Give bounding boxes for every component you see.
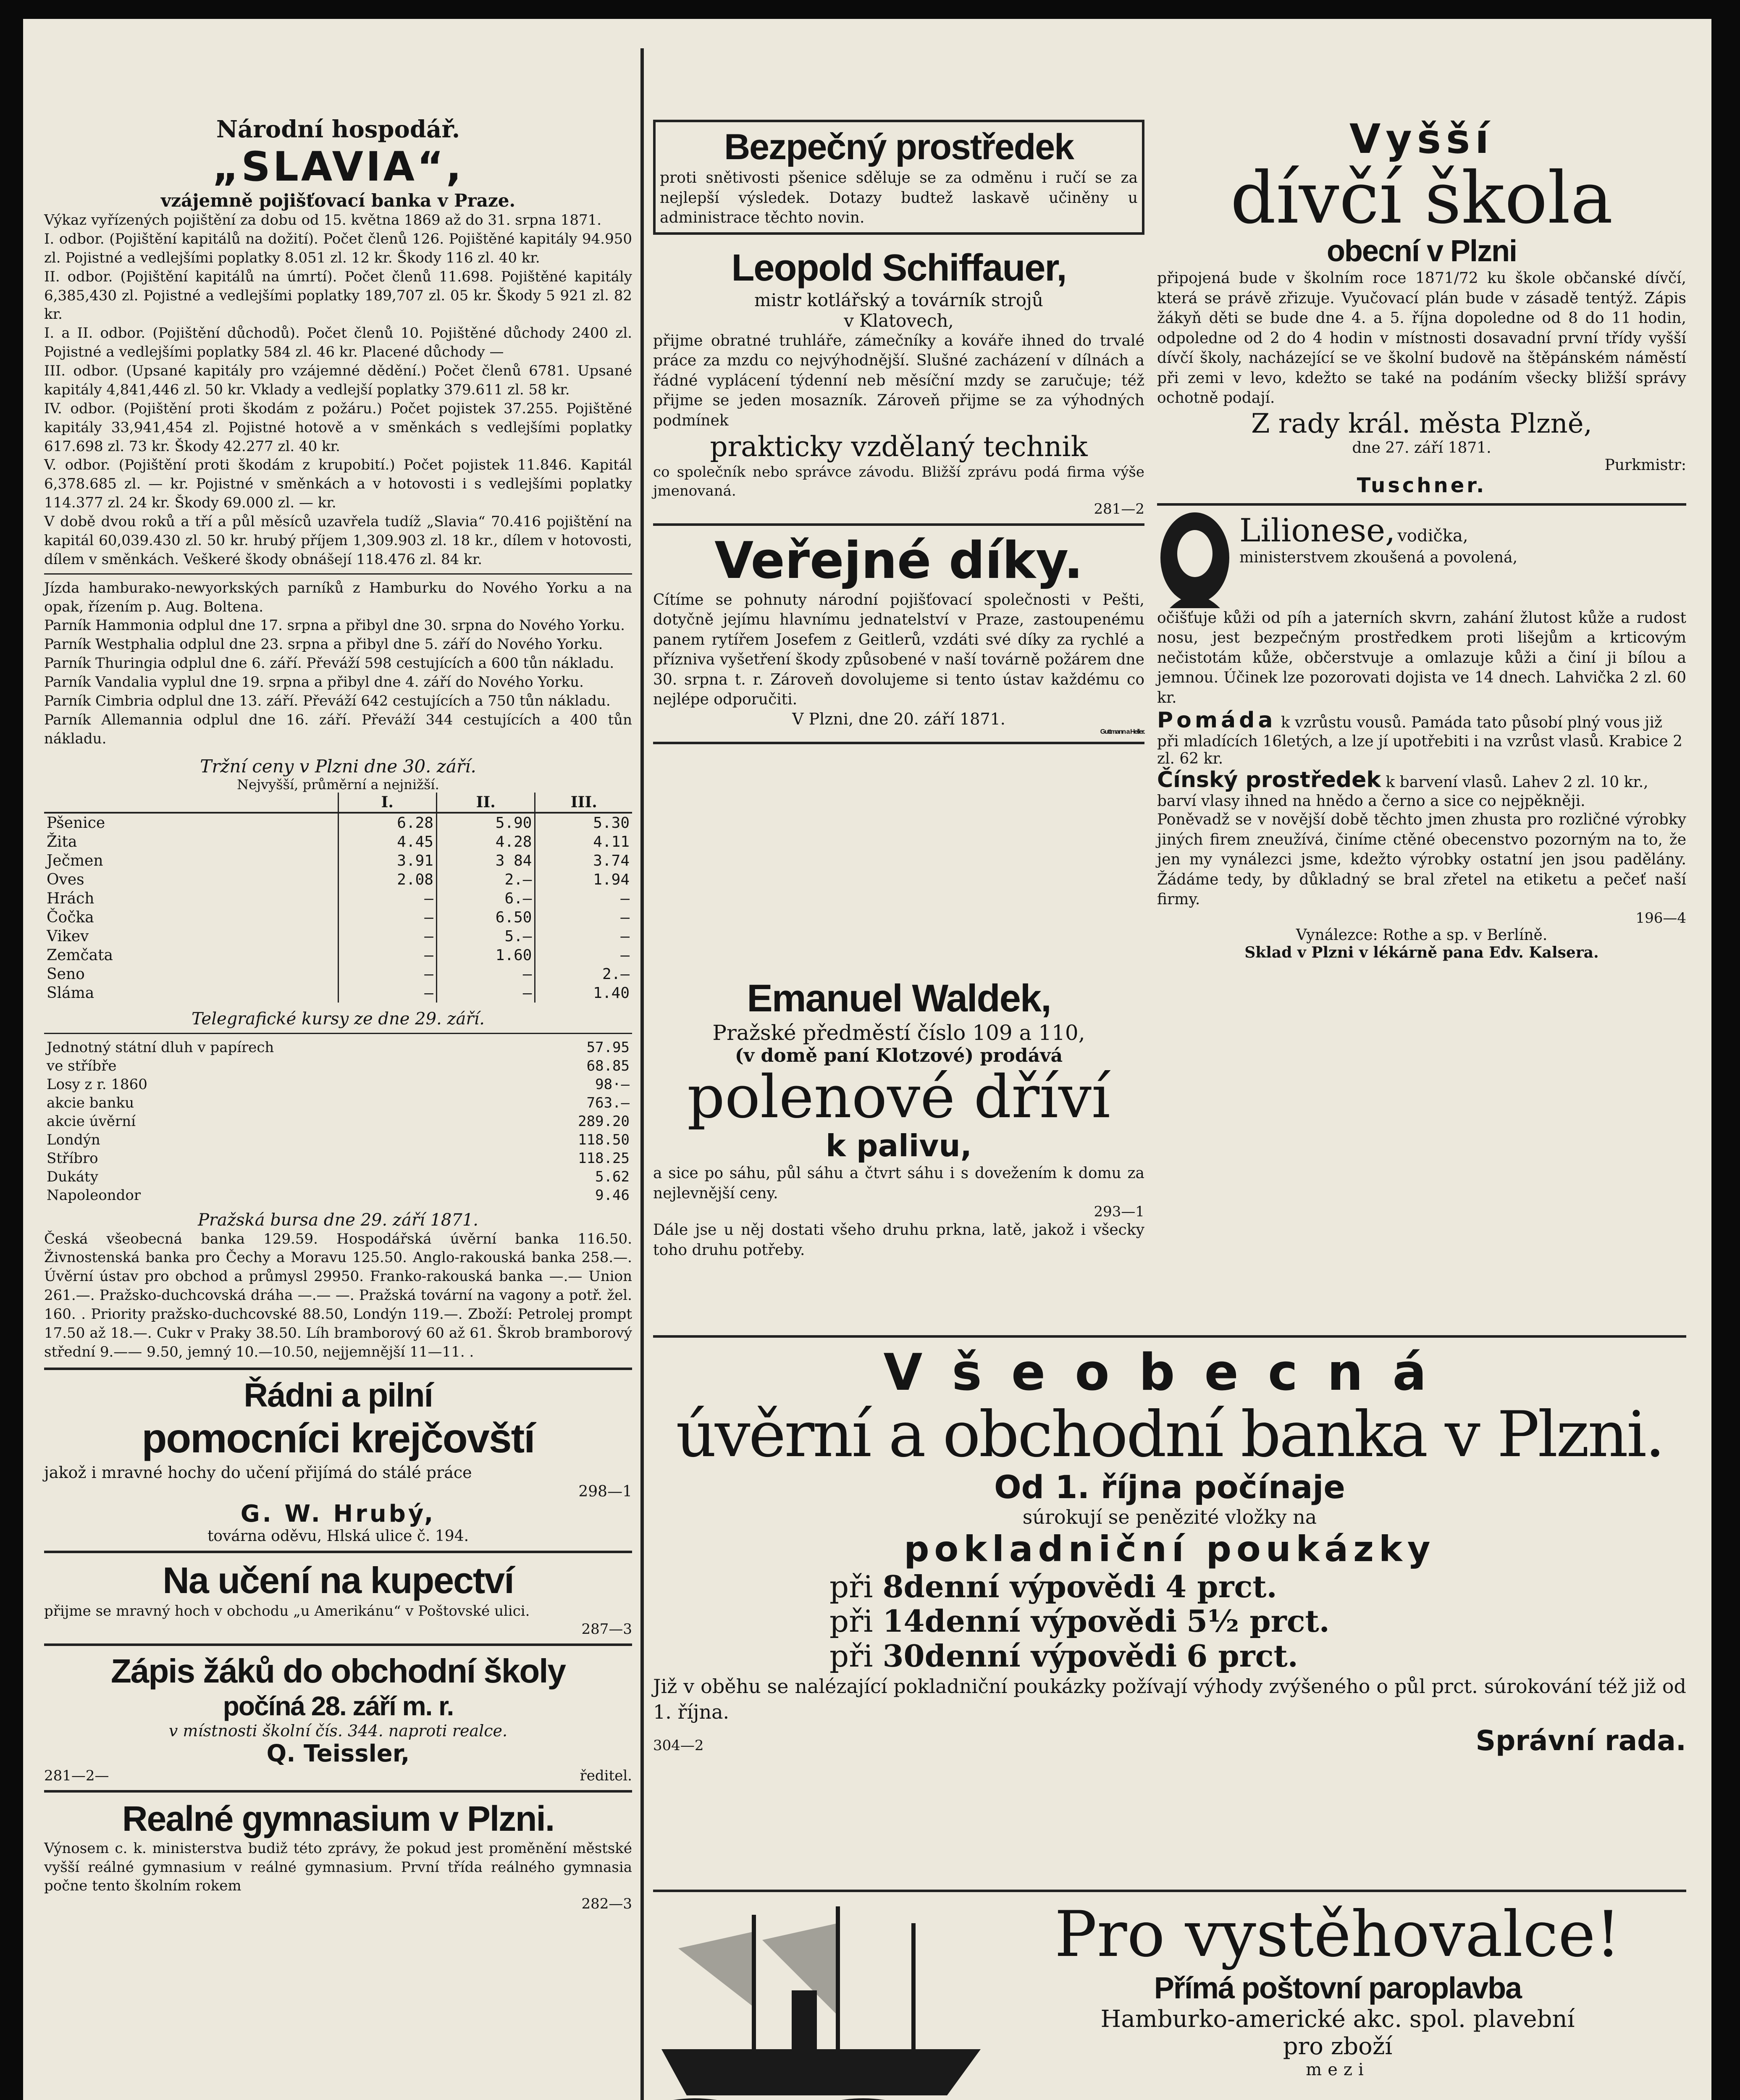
divider [1157, 503, 1686, 506]
price-value: — [436, 965, 535, 984]
lil-text-2: Poněvadž se v novější době těchto jmen zhusta pro rozličné výrobky jiných firem zneužívá, činíme ctěné obecenstvo pozorným na to, že jen my vynálezci jsme, kdežto výrobky ostatní jen jsou padělány. Žádáme tedy, by důkladný se bral zřetel na etiketu a pečeť naší firmy. [1157, 811, 1686, 908]
krejci-name: G. W. Hrubý, [240, 1500, 436, 1528]
zapis-text: v místnosti školní čís. 344. naproti realce. [168, 1721, 508, 1740]
price-item: Seno [47, 965, 85, 983]
krejci-title-2: pomocníci krejčovští [142, 1415, 535, 1461]
vyst-line: Hamburko-americké akc. spol. plavební [1100, 2006, 1575, 2033]
lil-title: Lilionese, [1239, 511, 1396, 549]
rate-row [829, 1604, 1686, 1639]
cinsky [1157, 767, 1686, 810]
kursy-title: Telegrafické kursy ze dne 29. září. [191, 1009, 485, 1029]
kurs-value: 118.50 [578, 1131, 630, 1148]
left-column [44, 19, 632, 2100]
leopold-line-2: v Klatovech, [844, 310, 954, 331]
price-value: 6.— [436, 889, 535, 908]
lil-sklad: Sklad v Plzni v lékárně pana Edv. Kalsera. [1244, 943, 1599, 961]
price-value: 6.50 [436, 908, 535, 927]
zapis-number: 281—2— [44, 1767, 109, 1784]
price-item: Pšenice [47, 814, 105, 832]
price-item: Sláma [47, 984, 94, 1002]
ship-item: Parník Allemannia odplul dne 16. září. Převáží 344 cestujících a 400 tůn nákladu. [44, 711, 632, 747]
vyvys-rada: Z rady král. města Plzně, [1251, 408, 1593, 439]
rate-value: 5½ prct. [1186, 1603, 1330, 1639]
kurs-item: Jednotný státní dluh v papírech [47, 1039, 274, 1056]
slavia-para: IV. odbor. (Pojištění proti škodám z požáru.) Počet pojistek 37.255. Pojištěné kapitály 33,941,454 zl. Pojistné hotově a v směnkách s vedlejšími poplatky 617.698 zl. 73 kr. Škody 42.277 zl. 40 kr. [44, 400, 632, 455]
price-value: 4.28 [436, 832, 535, 851]
vyst-head [653, 1898, 1686, 2100]
waldek-ad [653, 976, 1144, 1312]
kurs-value: 5.62 [595, 1168, 630, 1185]
krejci-title: Řádni a pilní [244, 1376, 433, 1414]
price-item: Zemčata [47, 946, 113, 964]
right-column [1157, 19, 1686, 961]
price-value: 3 84 [436, 851, 535, 870]
table-row [44, 984, 632, 1003]
vyvys-subtitle: obecní v Plzni [1326, 234, 1517, 268]
kurs-item: akcie banku [47, 1094, 134, 1111]
price-value: 2.— [436, 870, 535, 889]
waldek-title: polenové dříví [687, 1063, 1110, 1131]
table-row [44, 908, 632, 927]
price-value: 3.74 [535, 851, 632, 870]
price-value: — [338, 908, 436, 927]
table-row [44, 851, 632, 870]
bank-title-3: pokladniční poukázky [904, 1528, 1436, 1570]
bank-signature: Správní rada. [1475, 1725, 1686, 1757]
slavia-para: Výkaz vyřízených pojištění za dobu od 15. května 1869 až do 31. srpna 1871. [44, 212, 602, 228]
bank-title-2: úvěrní a obchodní banka v Plzni. [676, 1398, 1664, 1471]
price-value: 6.28 [338, 813, 436, 832]
prices-header-row [44, 793, 632, 813]
krejci-number: 298—1 [578, 1483, 632, 1500]
section-heading: Národní hospodář. [216, 116, 460, 143]
bank-text-2: Již v oběhu se nalézající pokladniční poukázky požívají výhody zvýšeného o půl prct. súrokování též již od 1. října. [653, 1675, 1686, 1723]
lil-text: očišťuje kůži od píh a jaterních skvrn, zahání žlutost kůže a rudost nosu, jest bezpečným prostředkem proti lišejům a krticovým nečistotám kůže, občerstvuje a omlazuje kůži a činí ji bílou a jemnou. Účinek lze pozorovati dojista ve 14 dnech. Lahvička 2 zl. 60 kr. [1157, 609, 1686, 706]
table-row [44, 889, 632, 908]
zapis-title: Zápis žáků do obchodní školy [111, 1652, 565, 1690]
kurs-item: Napoleondor [47, 1186, 141, 1204]
divider [44, 1790, 632, 1793]
kurs-item: Losy z r. 1860 [47, 1076, 147, 1093]
price-value: 1.40 [535, 984, 632, 1003]
kupecke-text: přijme se mravný hoch v obchodu „u Amerikánu“ v Poštovské ulici. [44, 1602, 530, 1620]
lil-sup: vodička, [1397, 526, 1468, 546]
divider [44, 1643, 632, 1646]
lil-subtitle: ministerstvem zkoušená a povolená, [1239, 549, 1518, 566]
kurs-item: Stříbro [47, 1150, 98, 1167]
price-value: 4.11 [535, 832, 632, 851]
kurs-item: Londýn [47, 1131, 100, 1148]
rate-term: 8denní výpovědi [882, 1568, 1156, 1604]
leopold-title: prakticky vzdělaný technik [710, 430, 1088, 463]
ship-news [44, 579, 632, 748]
kurs-value: 68.85 [586, 1057, 630, 1074]
slavia-title: „SLAVIA“, [212, 143, 464, 190]
price-value: — [535, 946, 632, 965]
table-row [44, 946, 632, 965]
kurs-item: Dukáty [47, 1168, 98, 1185]
table-row [44, 832, 632, 851]
divider [44, 1368, 632, 1370]
table-row [44, 1038, 632, 1057]
ship-intro: Jízda hamburako-newyorkských parníků z Hamburku do Nového Yorku a na opak, řízením p. Aug. Boltena. [44, 579, 632, 615]
bezp-title: Bezpečný prostředek [724, 127, 1073, 167]
vyvys-role: Purkmistr: [1604, 456, 1686, 474]
slavia-report [44, 211, 632, 569]
bank-footer [653, 1725, 1686, 1757]
prices-title: Tržní ceny v Plzni dne 30. září. [200, 756, 476, 777]
divider [653, 1890, 1686, 1892]
zapis-role: ředitel. [580, 1767, 632, 1784]
steamship-icon [653, 1898, 989, 2100]
lil-heading [1239, 512, 1517, 608]
table-row [44, 870, 632, 889]
rate-row [829, 1639, 1686, 1674]
zapis-title-2: počíná 28. září m. r. [223, 1690, 454, 1721]
waldek-text-2: Dále jse u něj dostati všeho druhu prkna, latě, jakož i všecky toho druhu potřeby. [653, 1221, 1144, 1259]
divider [653, 523, 1144, 526]
vyvys-date: dne 27. září 1871. [1352, 439, 1491, 457]
zapis-footer [44, 1767, 632, 1784]
price-value: 3.91 [338, 851, 436, 870]
gymn-title: Realné gymnasium v Plzni. [122, 1798, 554, 1838]
bank-number: 304—2 [653, 1737, 704, 1754]
price-value: 5.30 [535, 813, 632, 832]
kurs-value: 289.20 [578, 1113, 630, 1130]
bank-subtitle: Od 1. října počínaje [994, 1468, 1345, 1506]
divider [653, 1335, 1686, 1338]
price-item: Žita [47, 833, 77, 850]
divider [44, 1033, 632, 1034]
waldek-name: Emanuel Waldek, [747, 977, 1051, 1020]
lil-number: 196—4 [1635, 909, 1686, 927]
leopold-name: Leopold Schiffauer, [731, 247, 1066, 289]
cinsky-title: Čínský prostředek [1157, 767, 1381, 793]
kupecke-number: 287—3 [581, 1620, 632, 1638]
krejci-addr: továrna oděvu, Hlská ulice č. 194. [207, 1527, 469, 1545]
slavia-para: III. odbor. (Upsané kapitály pro vzájemné dědění.) Počet členů 6781. Upsané kapitály 4,841,446 zl. 50 kr. Vklady a vedlejší poplatky 379.611 zl. 58 kr. [44, 362, 632, 398]
price-value: — [338, 889, 436, 908]
price-value: 1.94 [535, 870, 632, 889]
prices-table [44, 793, 632, 1003]
rate-term: 14denní výpovědi [882, 1603, 1177, 1639]
ship-item: Parník Thuringia odplul dne 6. září. Převáží 598 cestujících a 600 tůn nákladu. [44, 655, 614, 672]
leopold-text: přijme obratné truhláře, zámečníky a kováře ihned do trvalé práce za mzdu co nejvýhodnější. Slušné zacházení v dílnách a řádné vyplácení týdenní neb měsíční mzdy se zaručuje; též přijme se jeden mosazník. Zároveň přijme se za výhodných podmínek [653, 332, 1144, 429]
price-value: 2.08 [338, 870, 436, 889]
gymn-number: 282—3 [581, 1895, 632, 1913]
price-item: Ječmen [47, 852, 103, 869]
rate-row [829, 1570, 1686, 1604]
diky-title: Veřejné díky. [714, 531, 1083, 590]
column-rule [640, 48, 644, 2100]
price-value: 2.— [535, 965, 632, 984]
pomada [1157, 708, 1686, 767]
pomada-title: Pomáda [1157, 708, 1276, 733]
vyvys-text: připojená bude v školním roce 1871/72 ku škole občanské dívčí, která se právě zřizuje. Vyučovací plán bude v zásadě tentýž. Zápis žákyň děti se bude dne 4. a 5. října dopoledne od 8 do 11 hodin, odpoledne od 2 do 4 hodin v místnosti dosavadní první třídy vyšší dívčí školy, nacházející se ve školní budově na štěpánském náměstí při zemi v levo, kdežto se také na podáním všecky bližší správy ochotně podají. [1157, 270, 1686, 407]
vyvys-title-2: dívčí škola [1230, 157, 1613, 240]
prices-header: III. [535, 793, 632, 813]
table-row [44, 1112, 632, 1131]
price-value: 5.90 [436, 813, 535, 832]
diky-signature: Guttmann a Heller. [1100, 728, 1144, 735]
slavia-subtitle: vzájemně pojišťovací banka v Praze. [160, 190, 516, 211]
bank-rates [829, 1570, 1686, 1674]
kurs-value: 98·— [595, 1076, 630, 1093]
vyst-title: Pro vystěhovalce! [1054, 1898, 1621, 1971]
prices-subtitle: Nejvyšší, průměrní a nejnižší. [237, 776, 439, 793]
divider [44, 1551, 632, 1553]
diky-text: Cítíme se pohnuty národní pojišťovací společnosti v Pešti, dotyčně jejímu hlavnímu jednatelství v Praze, zastoupenému panem rytířem Josefem z Geitlerů, vzdáti své díky za rychlé a přízniva vyšetření škody způsobené v naší továrně požárem dne 30. srpna t. r. Zároveň dovolujeme si tento ústav každému co nejlépe odporučiti. [653, 591, 1144, 709]
price-value: — [535, 908, 632, 927]
price-item: Čočka [47, 908, 94, 926]
vyst-heading [989, 1898, 1686, 2100]
rate-prefix: při [829, 1638, 873, 1674]
diky-date: V Plzni, dne 20. září 1871. [792, 709, 1005, 728]
price-value: 1.60 [436, 946, 535, 965]
waldek-number: 293—1 [1094, 1203, 1144, 1221]
cinsky-text: k barvení vlasů. Lahev 2 zl. 10 kr., barví vlasy ihned na hnědo a černo a sice co nejpěkněji. [1157, 774, 1648, 810]
waldek-line-2: (v domě paní Klotzové) prodává [735, 1045, 1063, 1066]
slavia-para: V. odbor. (Pojištění proti škodám z krupobití.) Počet pojistek 11.846. Kapitál 6,378.685 zl. — kr. Pojistné v směnkách a v hotovosti i s vedlejšími poplatky 114.377 zl. 24 kr. Škody 69.000 zl. — kr. [44, 457, 632, 512]
kurs-item: ve stříbře [47, 1057, 117, 1074]
table-row [44, 1168, 632, 1186]
bezp-text: proti snětivosti pšenice sděluje se za odměnu i ručí se za nejlepší výsledek. Dotazy budtež laskavě učiněny u administrace těchto novin. [660, 169, 1138, 227]
table-row [44, 1057, 632, 1075]
ship-item: Parník Vandalia vyplul dne 19. srpna a přibyl dne 4. září do Nového Yorku. [44, 674, 584, 690]
vyst-ad [653, 1884, 1686, 2100]
krejci-text: jakož i mravné hochy do učení přijímá do stálé práce [44, 1463, 472, 1482]
table-row [44, 813, 632, 832]
divider [44, 573, 632, 575]
vyst-line-3: mezi [1306, 2060, 1370, 2079]
price-value: — [338, 984, 436, 1003]
kurs-value: 763.— [586, 1094, 630, 1111]
kurs-value: 57.95 [586, 1039, 630, 1056]
kupecke-title: Na učení na kupectví [163, 1559, 514, 1601]
table-row [44, 927, 632, 946]
bezp-ad [653, 120, 1144, 235]
slavia-para: I. a II. odbor. (Pojištění důchodů). Počet členů 10. Pojištěné důchody 2400 zl. Pojistné a vedlejšími poplatky 584 zl. 46 kr. Placené důchody — [44, 325, 632, 361]
borsa-title: Pražská bursa dne 29. září 1871. [197, 1210, 478, 1230]
leopold-foot: co společník nebo správce závodu. Bližší zprávu podá firma výše jmenovaná. [653, 464, 1144, 499]
gymn-text: Výnosem c. k. ministerstva budiž této zprávy, že pokud jest proměnění městské vyšší reálné gymnasium v reálné gymnasium. První třída reálného gymnasia počne tento školním rokem [44, 1840, 632, 1895]
price-item: Vikev [47, 927, 89, 945]
bank-title: Všeobecná [883, 1344, 1456, 1402]
waldek-subtitle: k palivu, [826, 1128, 972, 1163]
rate-term: 30denní výpovědi [882, 1638, 1177, 1674]
waldek-line: Pražské předměstí číslo 109 a 110, [712, 1021, 1085, 1045]
prices-header: II. [436, 793, 535, 813]
bank-ad [653, 1329, 1686, 1884]
kurs-value: 118.25 [578, 1150, 630, 1167]
slavia-para: II. odbor. (Pojištění kapitálů na úmrtí). Počet členů 11.698. Pojištěné kapitály 6,385,430 zl. Pojistné a vedlejšími poplatky 189,707 zl. 05 kr. Škody 5 921 zl. 82 kr. [44, 268, 632, 323]
bank-text: súrokují se penězité vložky na [1022, 1505, 1317, 1528]
table-row [44, 1131, 632, 1149]
waldek-text: a sice po sáhu, půl sáhu a čtvrt sáhu i s dovežením k domu za nejlevnější ceny. [653, 1165, 1144, 1202]
kursy-table [44, 1038, 632, 1205]
price-item: Oves [47, 871, 84, 888]
rate-value: 6 prct. [1186, 1638, 1298, 1674]
pomada-text: k vzrůstu vousů. Pamáda tato působí plný vous již při mladících 16letých, a lze jí upotřebiti i na vzrůst vlasů. Krabice 2 zl. 62 kr. [1157, 714, 1683, 768]
table-row [44, 1094, 632, 1112]
leopold-number: 281—2 [1094, 500, 1144, 517]
rate-value: 4 prct. [1165, 1568, 1277, 1604]
newspaper-page [23, 19, 1711, 2100]
ship-item: Parník Cimbria odplul dne 13. září. Převáží 642 cestujících a 750 tůn nákladu. [44, 692, 611, 709]
slavia-para: V době dvou roků a tří a půl měsíců uzavřela tudíž „Slavia“ 70.416 pojištění na kapitál 60,039.430 zl. 50 kr. hrubý příjem 1,309.903 zl. 18 kr., dílem v hotovosti, dílem v směnkách. Veškeré škody obnášejí 118.476 zl. 84 kr. [44, 513, 632, 568]
price-value: 4.45 [338, 832, 436, 851]
divider [653, 742, 1144, 744]
leopold-line: mistr kotlářský a továrník strojů [754, 289, 1043, 310]
rate-prefix: při [829, 1569, 873, 1604]
price-value: — [535, 927, 632, 946]
vyst-line-2: pro zboží [1283, 2033, 1393, 2060]
vyst-subtitle: Přímá poštovní paroplavba [1154, 1971, 1522, 2005]
lil-inventor: Vynálezce: Rothe a sp. v Berlíně. [1296, 926, 1548, 944]
prices-header [44, 793, 338, 813]
table-row [44, 1186, 632, 1205]
price-value: 5.— [436, 927, 535, 946]
price-value: — [535, 889, 632, 908]
kurs-value: 9.46 [595, 1186, 630, 1204]
vyvys-name: Tuschner. [1357, 473, 1487, 497]
price-value: — [436, 984, 535, 1003]
prices-header: I. [338, 793, 436, 813]
woman-portrait-icon [1157, 512, 1233, 608]
rate-prefix: při [829, 1604, 873, 1639]
price-value: — [338, 946, 436, 965]
lil-head [1157, 512, 1686, 608]
kurs-item: akcie úvěrní [47, 1113, 136, 1130]
price-item: Hrách [47, 890, 94, 907]
ship-item: Parník Hammonia odplul dne 17. srpna a přibyl dne 30. srpna do Nového Yorku. [44, 617, 625, 634]
table-row [44, 1149, 632, 1168]
ship-item: Parník Westphalia odplul dne 23. srpna a přibyl dne 5. září do Nového Yorku. [44, 636, 603, 653]
price-value: — [338, 965, 436, 984]
table-row [44, 1075, 632, 1094]
price-value: — [338, 927, 436, 946]
slavia-para: I. odbor. (Pojištění kapitálů na dožití). Počet členů 126. Pojištěné kapitály 94.950 zl. Pojistné a vedlejšími poplatky 8.051 zl. 12 kr. Škody 116 zl. 40 kr. [44, 230, 632, 266]
borsa-text: Česká všeobecná banka 129.59. Hospodářská úvěrní banka 116.50. Živnostenská banka pro Čechy a Moravu 125.50. Anglo-rakouská banka 258.—. Úvěrní ústav pro obchod a průmysl 29950. Franko-rakouská banka —.— Union 261.—. Pražsko-duchcovská dráha —.— —. Pražská tovární na vagony a potř. žel. 160. . Priority pražsko-duchcovské 88.50, Londýn 119.—. Zboží: Petrolej prompt 17.50 až 18.—. Cukr v Praky 38.50. Líh bramborový 60 až 61. Škrob bramborový střední 9.—— 9.50, jemný 10.—10.50, nejjemnější 11—11. . [44, 1230, 632, 1360]
vyvys-title: Vyšší [1349, 116, 1494, 163]
table-row [44, 965, 632, 984]
zapis-name: Q. Teissler, [266, 1740, 410, 1767]
